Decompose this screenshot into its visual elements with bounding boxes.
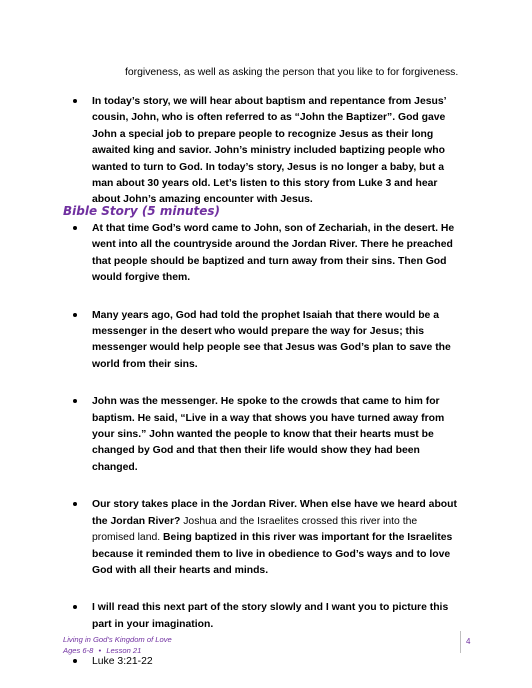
section-heading: Bible Story (5 minutes) bbox=[63, 204, 221, 218]
bullet-dot bbox=[73, 659, 77, 663]
list-item bbox=[0, 94, 462, 209]
footer-lesson: Lesson 21 bbox=[106, 646, 142, 655]
list-item bbox=[0, 221, 462, 287]
page-number: 4 bbox=[466, 637, 471, 646]
intro-bullet-text: In today’s story, we will hear about baptism and repentance from Jesus’ cousin, John, who is often referred to as “John the Baptizer”. God gave John a special job to prepare people to recognize Jesus as their long awaited king and savior. John’s ministry included baptizing people who wanted to turn to God. In today’s story, Jesus is no longer a baby, but a man about 30 years old. Let’s listen to this story from Luke 3 and hear about John’s amazing encounter with Jesus. bbox=[92, 96, 446, 206]
bullet-dot bbox=[73, 226, 77, 230]
footer-left bbox=[63, 634, 172, 656]
story-bullet-list bbox=[0, 221, 462, 671]
list-item bbox=[0, 497, 462, 579]
story-bullet-text: Many years ago, God had told the prophet Isaiah that there would be a messenger in the desert who would prepare the way for Jesus; this messenger would help people see that Jesus was God’s plan to save the world from their sins. bbox=[92, 309, 451, 370]
story-bullet-text: At that time God’s word came to John, son of Zechariah, in the desert. He went into all the countryside around the Jordan River. There he preached that people should be baptized and turn away from their sins. Then God would forgive them. bbox=[92, 223, 455, 284]
list-item bbox=[0, 600, 462, 633]
bullet-dot bbox=[73, 99, 77, 103]
bullet-dot bbox=[73, 399, 77, 403]
intro-bullet-list bbox=[0, 94, 462, 209]
jordan-text-normal: Joshua and the Israelites crossed this river into the promised land. bbox=[92, 515, 418, 544]
list-item bbox=[0, 654, 462, 670]
footer-subtitle bbox=[63, 645, 172, 656]
read-slowly-text: I will read this next part of the story slowly and I want you to picture this part in your imagination. bbox=[92, 602, 449, 630]
story-bullet-text: John was the messenger. He spoke to the crowds that came to him for baptism. He said, “Live in a way that shows you have turned away from your sins.” John wanted the people to know that their hearts must be changed by God and that then their life would show they had been changed. bbox=[92, 396, 445, 473]
jordan-text-bold-b: Being baptized in this river was important for the Israelites because it reminded them to live in obedience to God’s ways and to love God with all their hearts and minds. bbox=[92, 532, 453, 576]
jordan-text-bold-a: Our story takes place in the Jordan River. When else have we heard about the Jordan River? bbox=[92, 499, 457, 527]
list-item bbox=[0, 394, 462, 476]
scripture-reference: Luke 3:21-22 bbox=[92, 656, 153, 668]
list-item bbox=[0, 308, 462, 374]
footer-divider bbox=[460, 631, 461, 653]
bullet-dot bbox=[73, 313, 77, 317]
footer-title: Living in God’s Kingdom of Love bbox=[63, 635, 172, 644]
intro-continuation: forgiveness, as well as asking the person that you like to for forgiveness. bbox=[125, 67, 459, 78]
footer-separator: • bbox=[98, 646, 102, 655]
bullet-dot bbox=[73, 502, 77, 506]
bullet-dot bbox=[73, 605, 77, 609]
footer-ages: Ages 6-8 bbox=[63, 646, 94, 655]
